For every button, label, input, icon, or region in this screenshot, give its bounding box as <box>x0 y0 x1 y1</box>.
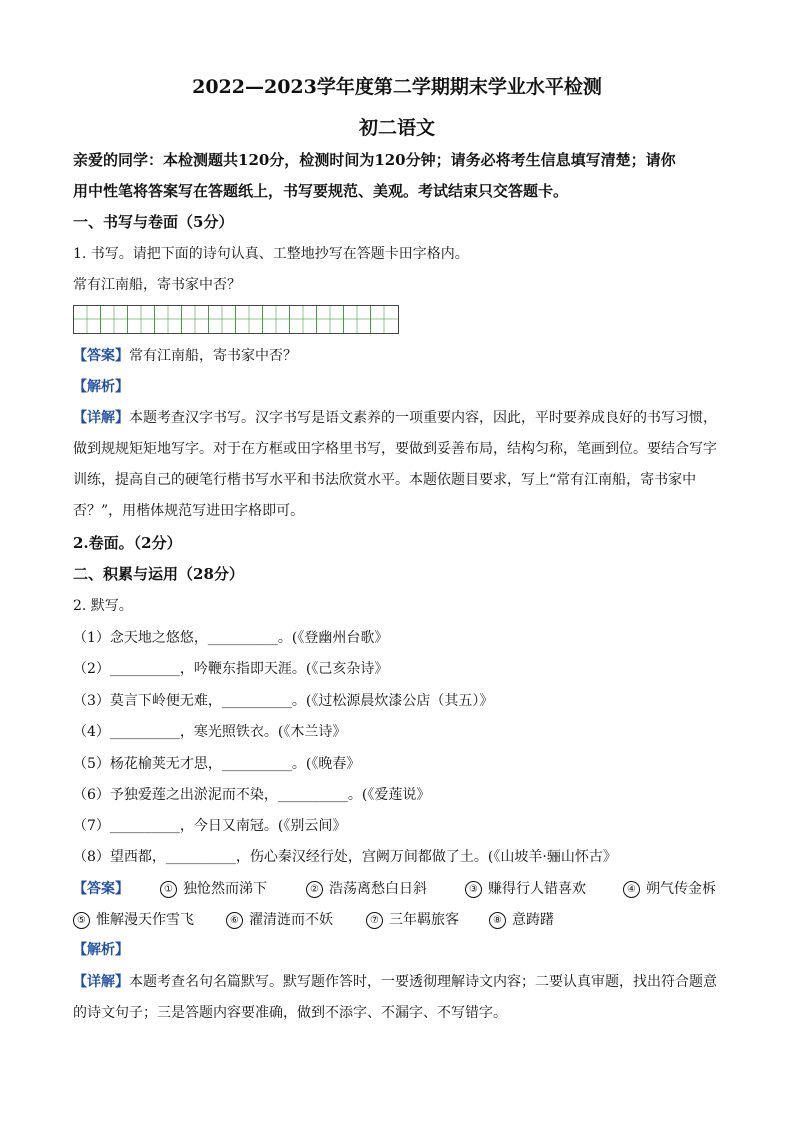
poem-line: 常有江南船，寄书家中否？ <box>73 277 241 293</box>
dictation-item-5: （5）杨花榆荚无才思，__________。(《晚春》 <box>73 756 361 772</box>
answer-2-tag: 【答案】 <box>73 881 129 897</box>
intro-line-1: 亲爱的同学：本检测题共120分，检测时间为120分钟；请务必将考生信息填写清楚；请你 <box>73 151 676 169</box>
answer-tag: 【答案】 <box>73 348 129 364</box>
answer-item-2 <box>306 879 427 899</box>
answer-item-text: 赚得行人错喜欢 <box>488 881 586 897</box>
dictation-item-6: （6）予独爱莲之出淤泥而不染，__________。(《爱莲说》 <box>73 787 431 803</box>
question-1: 1. 书写。请把下面的诗句认真、工整地抄写在答题卡田字格内。 <box>73 246 469 262</box>
analysis-2 <box>73 940 129 960</box>
detail-text: 本题考查汉字书写。汉字书写是语文素养的一项重要内容，因此，平时要养成良好的书写习惯， <box>129 410 717 426</box>
grid-cell <box>344 306 371 333</box>
answer-item-text: 意踌躇 <box>512 912 554 928</box>
analysis-1 <box>73 377 129 397</box>
analysis-tag: 【解析】 <box>73 379 129 395</box>
tianzige-grid <box>73 305 399 334</box>
grid-cell <box>182 306 209 333</box>
dictation-item-8: （8）望西都，__________，伤心秦汉经行处，宫阙万间都做了土。(《山坡羊·骊山怀古》 <box>73 849 617 865</box>
detail-1-line-3: 训练，提高自己的硬笔行楷书写水平和书法欣赏水平。本题依题目要求，写上“常有江南船，寄书家中 <box>73 472 697 488</box>
circled-number: ⑥ <box>226 912 243 929</box>
answer-item-1 <box>160 879 267 899</box>
intro-line-2: 用中性笔将答案写在答题纸上，书写要规范、美观。考试结束只交答题卡。 <box>73 182 569 200</box>
dictation-item-3: （3）莫言下岭便无难，__________。(《过松源晨炊漆公店（其五）》 <box>73 693 494 709</box>
dictation-item-4: （4）__________，寒光照铁衣。(《木兰诗》 <box>73 724 347 740</box>
detail-1-line-1 <box>73 408 717 428</box>
grid-cell <box>263 306 290 333</box>
question-2-dictation: 2. 默写。 <box>73 598 133 614</box>
grid-cell <box>209 306 236 333</box>
answer-item-text: 惟解漫天作雪飞 <box>96 912 194 928</box>
circled-number: ⑤ <box>73 912 90 929</box>
circled-number: ② <box>306 881 323 898</box>
grid-cell <box>371 306 398 333</box>
circled-number: ④ <box>623 881 640 898</box>
section1-heading: 一、书写与卷面（5分） <box>73 213 234 231</box>
detail-tag: 【详解】 <box>73 410 129 426</box>
answer-item-6 <box>226 910 333 930</box>
answer-text: 常有江南船，寄书家中否？ <box>129 348 297 364</box>
circled-number: ① <box>160 881 177 898</box>
circled-number: ⑦ <box>366 912 383 929</box>
dictation-item-1: （1）念天地之悠悠，__________。(《登幽州台歌》 <box>73 630 389 646</box>
analysis-tag: 【解析】 <box>73 942 129 958</box>
answer-item-3 <box>465 879 586 899</box>
detail-2-line-1 <box>73 972 717 992</box>
detail-tag: 【详解】 <box>73 974 129 990</box>
grid-cell <box>128 306 155 333</box>
grid-cell <box>290 306 317 333</box>
grid-cell <box>317 306 344 333</box>
answer-item-text: 濯清涟而不妖 <box>249 912 333 928</box>
answer-item-text: 独怆然而涕下 <box>183 881 267 897</box>
detail-text: 本题考查名句名篇默写。默写题作答时，一要透彻理解诗文内容；二要认真审题，找出符合题意 <box>129 974 717 990</box>
circled-number: ⑧ <box>489 912 506 929</box>
answer-item-text: 朔气传金柝 <box>646 881 716 897</box>
detail-1-line-2: 做到规规矩矩地写字。对于在方框或田字格里书写，要做到妥善布局，结构匀称，笔画到位。要结合写字 <box>73 441 717 457</box>
page-title: 2022—2023学年度第二学期期末学业水平检测 <box>192 76 602 98</box>
answer-item-text: 浩荡离愁白日斜 <box>329 881 427 897</box>
detail-2-line-2: 的诗文句子；三是答题内容要准确，做到不添字、不漏字、不写错字。 <box>73 1005 507 1021</box>
dictation-item-2: （2）__________，吟鞭东指即天涯。(《己亥杂诗》 <box>73 661 389 677</box>
answer-1 <box>73 346 297 366</box>
section2-heading: 二、积累与运用（28分） <box>73 565 244 583</box>
grid-cell <box>155 306 182 333</box>
grid-cell <box>101 306 128 333</box>
question-2-neatness: 2.卷面。（2分） <box>73 534 182 552</box>
dictation-item-7: （7）__________，今日又南冠。(《别云间》 <box>73 818 347 834</box>
circled-number: ③ <box>465 881 482 898</box>
answer-item-8 <box>489 910 554 930</box>
answer-item-text: 三年羁旅客 <box>389 912 459 928</box>
page-subtitle: 初二语文 <box>358 117 435 139</box>
answer-item-7 <box>366 910 459 930</box>
grid-cell <box>236 306 263 333</box>
grid-cell <box>74 306 101 333</box>
detail-1-line-4: 否？”，用楷体规范写进田字格即可。 <box>73 503 305 519</box>
answer-item-4 <box>623 879 716 899</box>
answer-item-5 <box>73 910 194 930</box>
